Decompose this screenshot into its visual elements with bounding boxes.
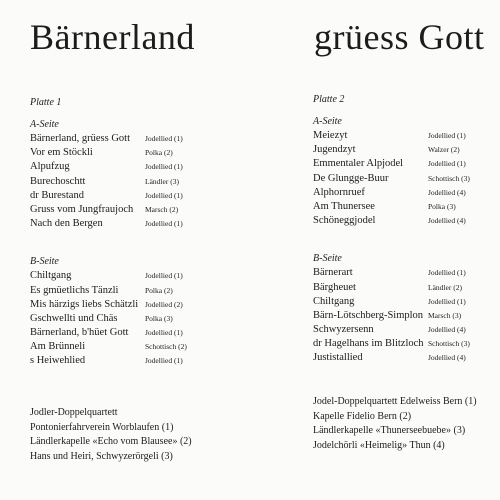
track-genre: Schottisch (2) <box>145 342 187 352</box>
track-title: Gschwellti und Chäs <box>30 312 118 324</box>
track-genre: Jodellied (1) <box>145 328 183 338</box>
track-title: Jugendzyt <box>313 144 356 156</box>
track-row <box>30 203 215 217</box>
track-row <box>30 217 215 231</box>
record-label: Platte 2 <box>313 94 345 105</box>
side-a-label: A-Seite <box>313 116 342 127</box>
track-row <box>313 129 498 143</box>
track-genre: Polka (2) <box>145 148 173 158</box>
track-title: Am Thunersee <box>313 200 375 212</box>
track-genre: Walzer (2) <box>428 145 460 155</box>
track-row <box>313 281 498 295</box>
track-row <box>30 340 215 354</box>
performer-line: Pontonierfahrverein Worblaufen (1) <box>30 421 174 433</box>
track-title: Chiltgang <box>313 295 355 307</box>
track-title: Meiezyt <box>313 130 348 141</box>
performer-line: Hans und Heiri, Schwyzerörgeli (3) <box>30 450 173 462</box>
side-a-label: A-Seite <box>30 119 59 130</box>
track-genre: Jodellied (4) <box>428 325 466 335</box>
track-row <box>313 309 498 323</box>
track-genre: Schottisch (3) <box>428 339 470 349</box>
track-genre: Jodellied (1) <box>428 268 466 278</box>
record-1-tracklist <box>30 96 215 369</box>
track-row <box>313 143 498 157</box>
track-row <box>30 189 215 203</box>
track-row <box>313 337 498 351</box>
track-genre: Jodellied (1) <box>428 159 466 169</box>
track-genre: Jodellied (4) <box>428 216 466 226</box>
performers-list-record-2 <box>313 395 477 453</box>
track-genre: Jodellied (1) <box>145 134 183 143</box>
track-title: Alphornruef <box>313 186 365 198</box>
track-title: Schöneggjodel <box>313 215 376 227</box>
track-title: Nach den Bergen <box>30 218 103 230</box>
track-title: Bärnerland, grüess Gott <box>30 133 131 144</box>
track-title: Vor em Stöckli <box>30 147 93 159</box>
track-genre: Jodellied (4) <box>428 353 466 363</box>
track-genre: Polka (3) <box>145 313 173 323</box>
track-title: dr Hagelhans im Blitzloch <box>313 338 424 350</box>
track-row <box>30 146 215 160</box>
track-row <box>313 266 498 280</box>
performer-line: Ländlerkapelle «Echo vom Blausee» (2) <box>30 436 192 447</box>
track-row <box>313 186 498 200</box>
track-genre: Jodellied (4) <box>428 187 466 197</box>
track-genre: Jodellied (1) <box>428 131 466 140</box>
track-row <box>313 157 498 171</box>
track-title: Alpufzug <box>30 161 70 173</box>
track-genre: Jodellied (1) <box>145 190 183 200</box>
track-genre: Marsch (3) <box>428 310 462 320</box>
track-row <box>30 312 215 326</box>
track-row <box>30 269 215 283</box>
track-title: dr Burestand <box>30 189 84 201</box>
track-title: Chiltgang <box>30 270 72 282</box>
track-genre: Polka (2) <box>145 285 173 295</box>
track-row <box>313 295 498 309</box>
track-title: Bärnerart <box>313 267 353 279</box>
track-row <box>30 354 215 368</box>
track-title: Emmentaler Alpjodel <box>313 158 404 170</box>
title-left: Bärnerland <box>30 17 195 57</box>
track-title: Mis härzigs liebs Schätzli <box>30 298 139 310</box>
record-2-tracklist <box>313 93 498 366</box>
track-genre: Jodellied (1) <box>145 162 183 172</box>
track-title: Es gmüetlichs Tänzli <box>30 284 119 296</box>
performer-line: Jodelchörli «Heimelig» Thun (4) <box>313 439 445 451</box>
side-b-label: B-Seite <box>313 253 342 265</box>
performer-line: Jodler-Doppelquartett <box>30 407 118 418</box>
track-title: Schwyzersenn <box>313 324 374 336</box>
track-genre: Ländler (2) <box>428 282 462 292</box>
track-genre: Polka (3) <box>428 201 456 211</box>
track-row <box>313 200 498 214</box>
track-row <box>30 326 215 340</box>
track-row <box>30 132 215 146</box>
track-title: Bärn-Lötschberg-Simplon <box>313 309 424 321</box>
track-title: Am Brünneli <box>30 341 86 353</box>
track-row <box>30 284 215 298</box>
track-row <box>313 351 498 365</box>
performer-line: Ländlerkapelle «Thunerseebuebe» (3) <box>313 425 466 436</box>
track-title: Gruss vom Jungfraujoch <box>30 203 134 215</box>
track-genre: Jodellied (1) <box>145 219 183 229</box>
track-title: De Glungge-Buur <box>313 172 389 184</box>
performer-line: Jodel-Doppelquartett Edelweiss Bern (1) <box>313 396 477 407</box>
track-genre: Ländler (3) <box>145 176 179 186</box>
track-genre: Schottisch (3) <box>428 173 470 183</box>
track-row <box>30 175 215 189</box>
performers-list-record-1 <box>30 406 192 464</box>
performer-line: Kapelle Fidelio Bern (2) <box>313 410 412 422</box>
track-title: s Heiwehlied <box>30 355 86 367</box>
track-genre: Jodellied (1) <box>145 356 183 366</box>
track-genre: Jodellied (1) <box>428 296 466 306</box>
track-genre: Jodellied (2) <box>145 299 183 309</box>
track-title: Justistallied <box>313 352 363 364</box>
track-row <box>313 214 498 228</box>
track-title: Bärnerland, b'hüet Gott <box>30 327 129 339</box>
track-row <box>30 160 215 174</box>
title-right: grüess Gott <box>314 17 485 57</box>
track-title: Burechoschtt <box>30 175 86 187</box>
track-row <box>30 298 215 312</box>
track-row <box>313 172 498 186</box>
track-genre: Jodellied (1) <box>145 271 183 281</box>
track-title: Bärgheuet <box>313 281 356 293</box>
record-label: Platte 1 <box>30 97 62 108</box>
track-genre: Marsch (2) <box>145 204 179 214</box>
track-row <box>313 323 498 337</box>
side-b-label: B-Seite <box>30 256 59 268</box>
